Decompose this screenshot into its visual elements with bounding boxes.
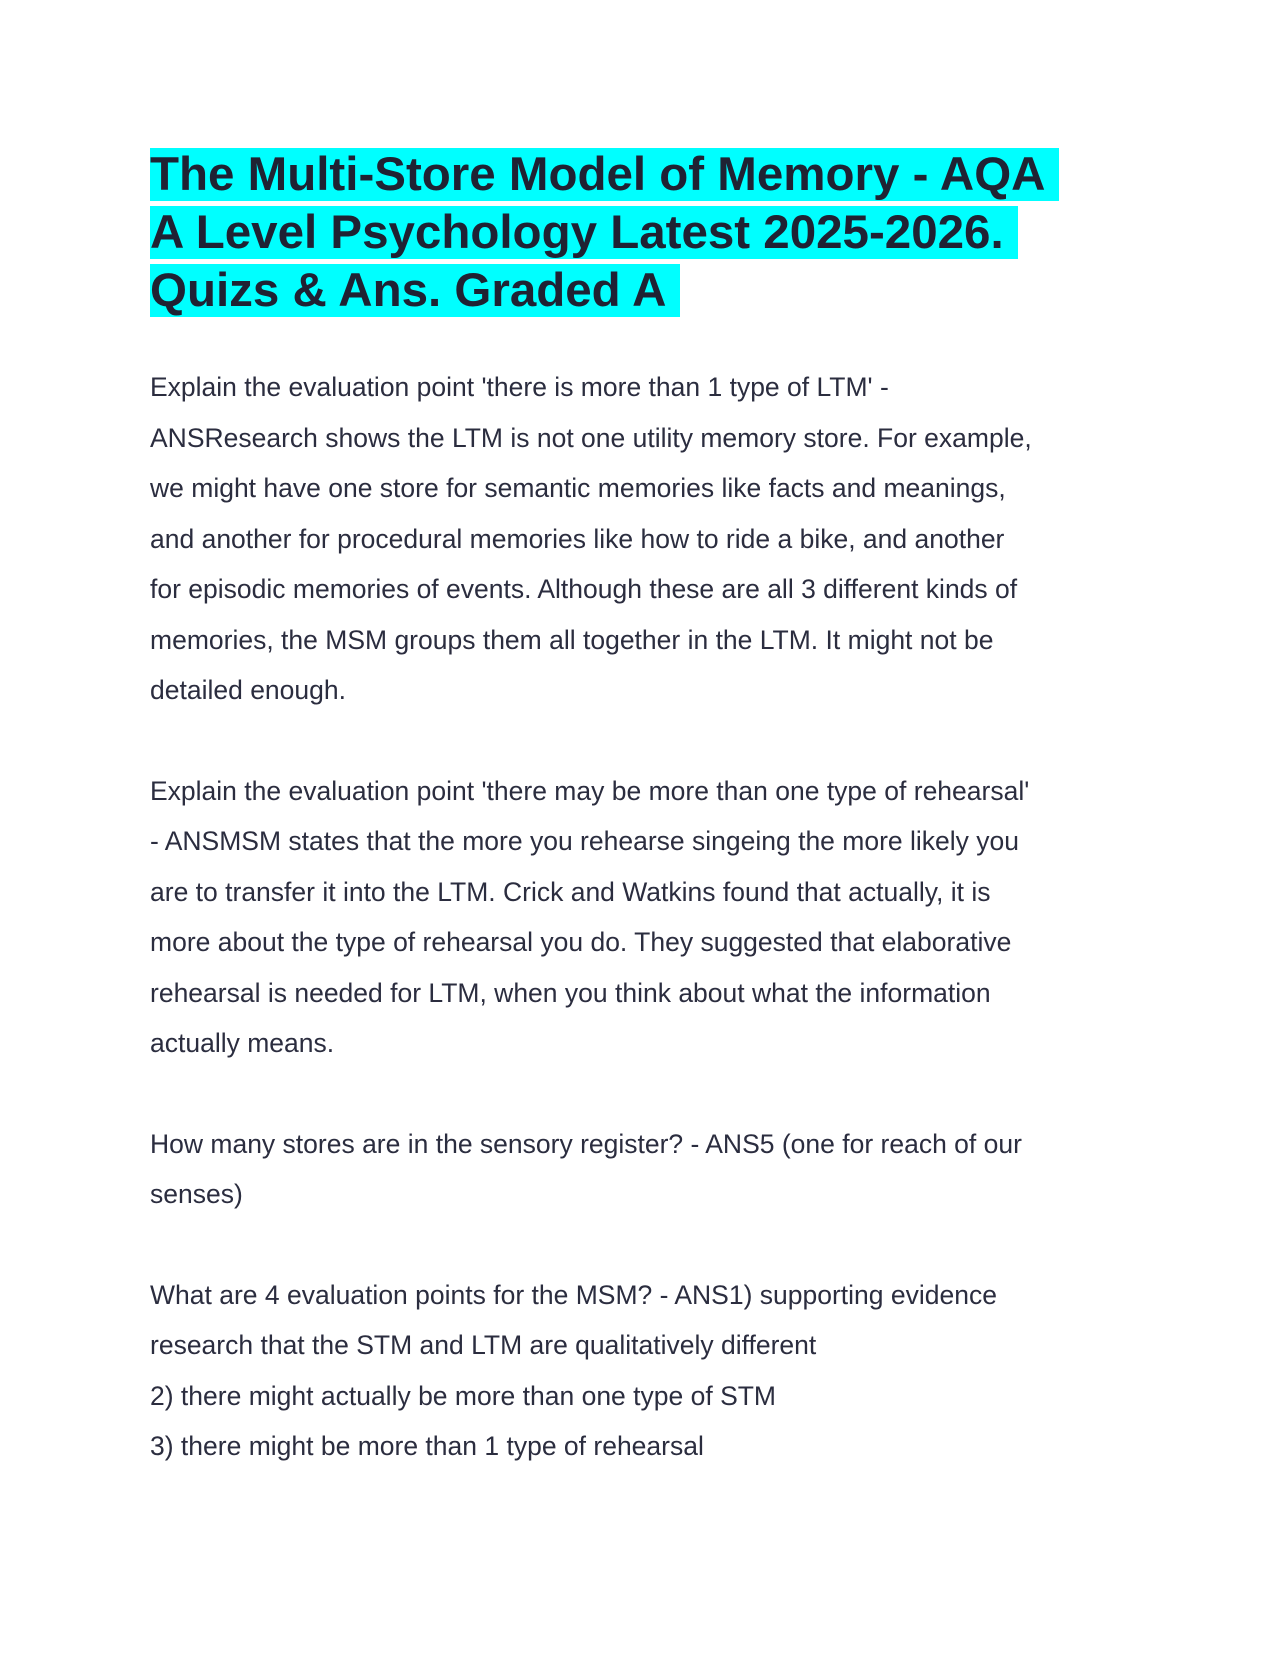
text-line: detailed enough. [150, 675, 346, 705]
title-line: A Level Psychology Latest 2025-2026. [150, 204, 1140, 262]
qa-item-sensory-register [150, 1119, 1140, 1220]
text-line: more about the type of rehearsal you do. They suggested that elaborative [150, 927, 1012, 957]
text-line: and another for procedural memories like how to ride a bike, and another [150, 523, 1005, 554]
title-line: Quizs & Ans. Graded A [150, 262, 1140, 320]
text-line: 3) there might be more than 1 type of rehearsal [150, 1431, 704, 1461]
text-line: What are 4 evaluation points for the MSM? - ANS1) supporting evidence [150, 1279, 997, 1310]
text-line: How many stores are in the sensory register? - ANS5 (one for reach of our [150, 1128, 1022, 1159]
question-answer-list [150, 362, 1140, 1472]
text-line: are to transfer it into the LTM. Crick and Watkins found that actually, it is [150, 876, 991, 907]
text-line: Explain the evaluation point 'there may be more than one type of rehearsal' [150, 775, 1030, 806]
text-line: for episodic memories of events. Although these are all 3 different kinds of [150, 574, 1018, 604]
text-line: ANSResearch shows the LTM is not one utility memory store. For example, [150, 422, 1032, 453]
qa-item-ltm-types [150, 362, 1140, 716]
text-line: research that the STM and LTM are qualitatively different [150, 1330, 817, 1360]
text-line: - ANSMSM states that the more you rehearse singeing the more likely you [150, 826, 1020, 856]
document-title [150, 146, 1140, 320]
text-line: memories, the MSM groups them all together in the LTM. It might not be [150, 624, 994, 655]
text-line: Explain the evaluation point 'there is more than 1 type of LTM' - [150, 372, 889, 402]
qa-item-msm-evaluation [150, 1270, 1140, 1472]
title-line: The Multi-Store Model of Memory - AQA [150, 146, 1140, 204]
qa-item-rehearsal-types [150, 766, 1140, 1069]
text-line: 2) there might actually be more than one type of STM [150, 1380, 777, 1411]
text-line: senses) [150, 1179, 243, 1209]
text-line: actually means. [150, 1028, 335, 1058]
document-page [150, 146, 1140, 1472]
text-line: rehearsal is needed for LTM, when you think about what the information [150, 977, 991, 1008]
text-line: we might have one store for semantic memories like facts and meanings, [150, 473, 1006, 503]
